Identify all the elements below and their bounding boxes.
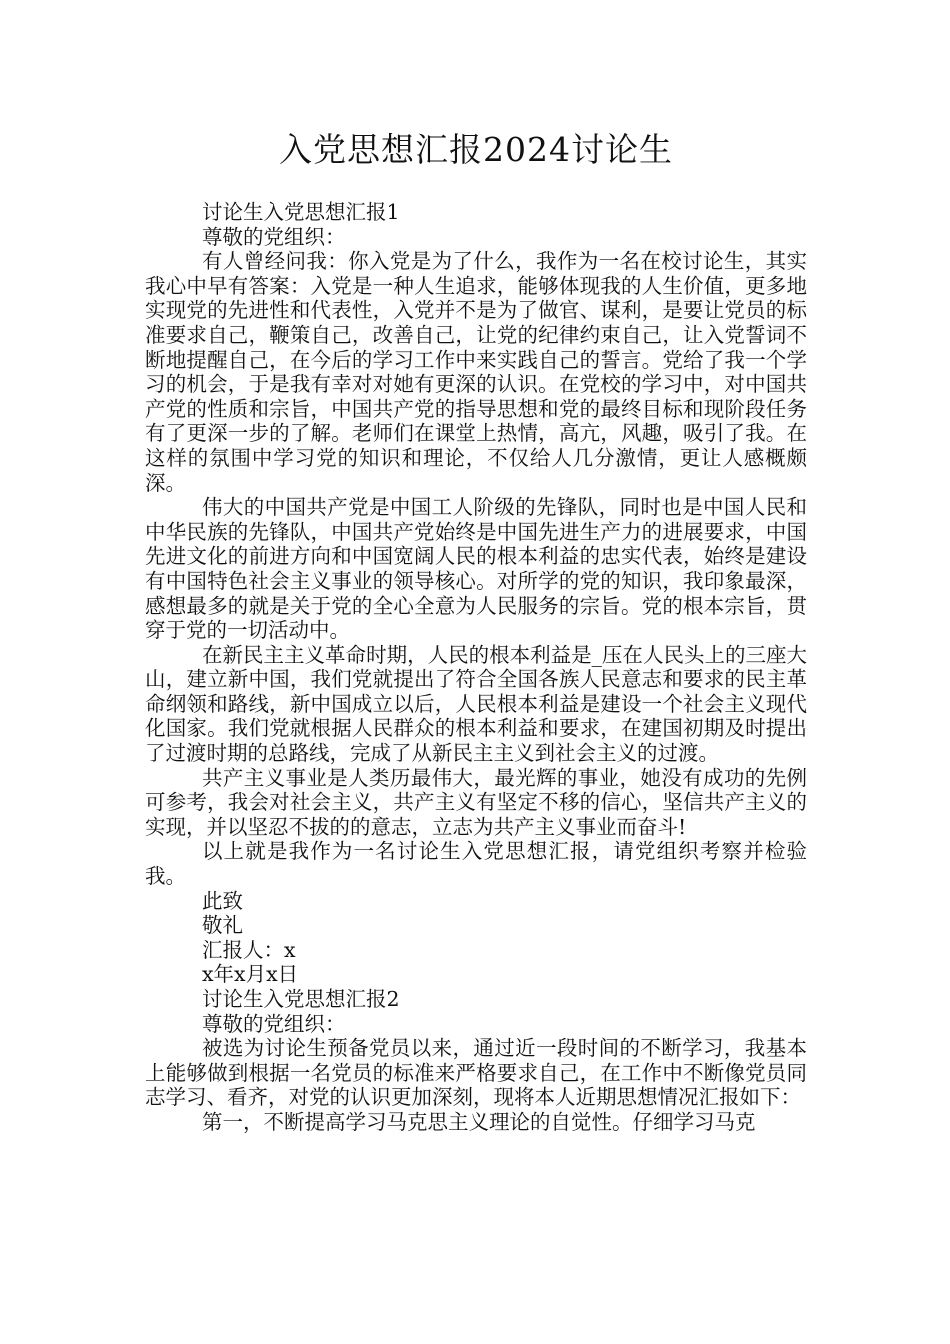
salutation-1: 尊敬的党组织： — [202, 224, 346, 249]
paragraph-2: 伟大的中国共产党是中国工人阶级的先锋队，同时也是中国人民和中华民族的先锋队，中国共产党始终是中国先进生产力的进展要求，中国先进文化的前进方向和中国宽阔人民的根本利益的忠实代表，始终是建设有中国特色社会主义事业的领导核心。对所学的党的知识，我印象最深，感想最多的就是关于党的全心全意为人民服务的宗旨。党的根本宗旨，贯穿于党的一切活动中。 — [145, 495, 807, 643]
reporter-line: 汇报人：x — [202, 937, 296, 962]
date-line: x年x月x日 — [202, 962, 299, 987]
closing-jingli: 敬礼 — [202, 913, 243, 938]
paragraph-3: 在新民主主义革命时期，人民的根本利益是_压在人民头上的三座大山，建立新中国，我们党就提出了符合全国各族人民意志和要求的民主革命纲领和路线，新中国成立以后，人民根本利益是建设一个社会主义现代化国家。我们党就根据人民群众的根本利益和要求，在建国初期及时提出了过渡时期的总路线，完成了从新民主主义到社会主义的过渡。 — [145, 642, 807, 766]
section-heading-1: 讨论生入党思想汇报1 — [202, 200, 400, 224]
paragraph-4: 共产主义事业是人类历最伟大，最光辉的事业，她没有成功的先例可参考，我会对社会主义，共产主义有坚定不移的信心，坚信共产主义的实现，并以坚忍不拔的的意志，立志为共产主义事业而奋斗! — [145, 765, 807, 839]
paragraph-6: 被选为讨论生预备党员以来，通过近一段时间的不断学习，我基本上能够做到根据一名党员的标准来严格要求自己，在工作中不断像党员同志学习、看齐，对党的认识更加深刻，现将本人近期思想情况汇报如下： — [145, 1036, 807, 1110]
paragraph-1: 有人曾经问我：你入党是为了什么，我作为一名在校讨论生，其实我心中早有答案：入党是一种人生追求，能够体现我的人生价值，更多地实现党的先进性和代表性，入党并不是为了做官、谋利，是要让党员的标准要求自己，鞭策自己，改善自己，让党的纪律约束自己，让入党誓词不断地提醒自己，在今后的学习工作中来实践自己的誓言。党给了我一个学习的机会，于是我有幸对对她有更深的认识。在党校的学习中，对中国共产党的性质和宗旨，中国共产党的指导思想和党的最终目标和现阶段任务有了更深一步的了解。老师们在课堂上热情，高亢，风趣，吸引了我。在这样的氛围中学习党的知识和理论，不仅给人几分激情，更让人感概颇深。 — [145, 249, 807, 495]
document-body — [145, 200, 807, 1135]
closing-cizhi: 此致 — [202, 888, 243, 913]
section-heading-2: 讨论生入党思想汇报2 — [202, 987, 400, 1011]
document-title: 入党思想汇报2024讨论生 — [279, 130, 673, 169]
document-page — [145, 122, 807, 1135]
paragraph-7: 第一，不断提高学习马克思主义理论的自觉性。仔细学习马克 — [202, 1109, 756, 1134]
paragraph-5: 以上就是我作为一名讨论生入党思想汇报，请党组织考察并检验我。 — [145, 839, 807, 889]
salutation-2: 尊敬的党组织： — [202, 1011, 346, 1036]
